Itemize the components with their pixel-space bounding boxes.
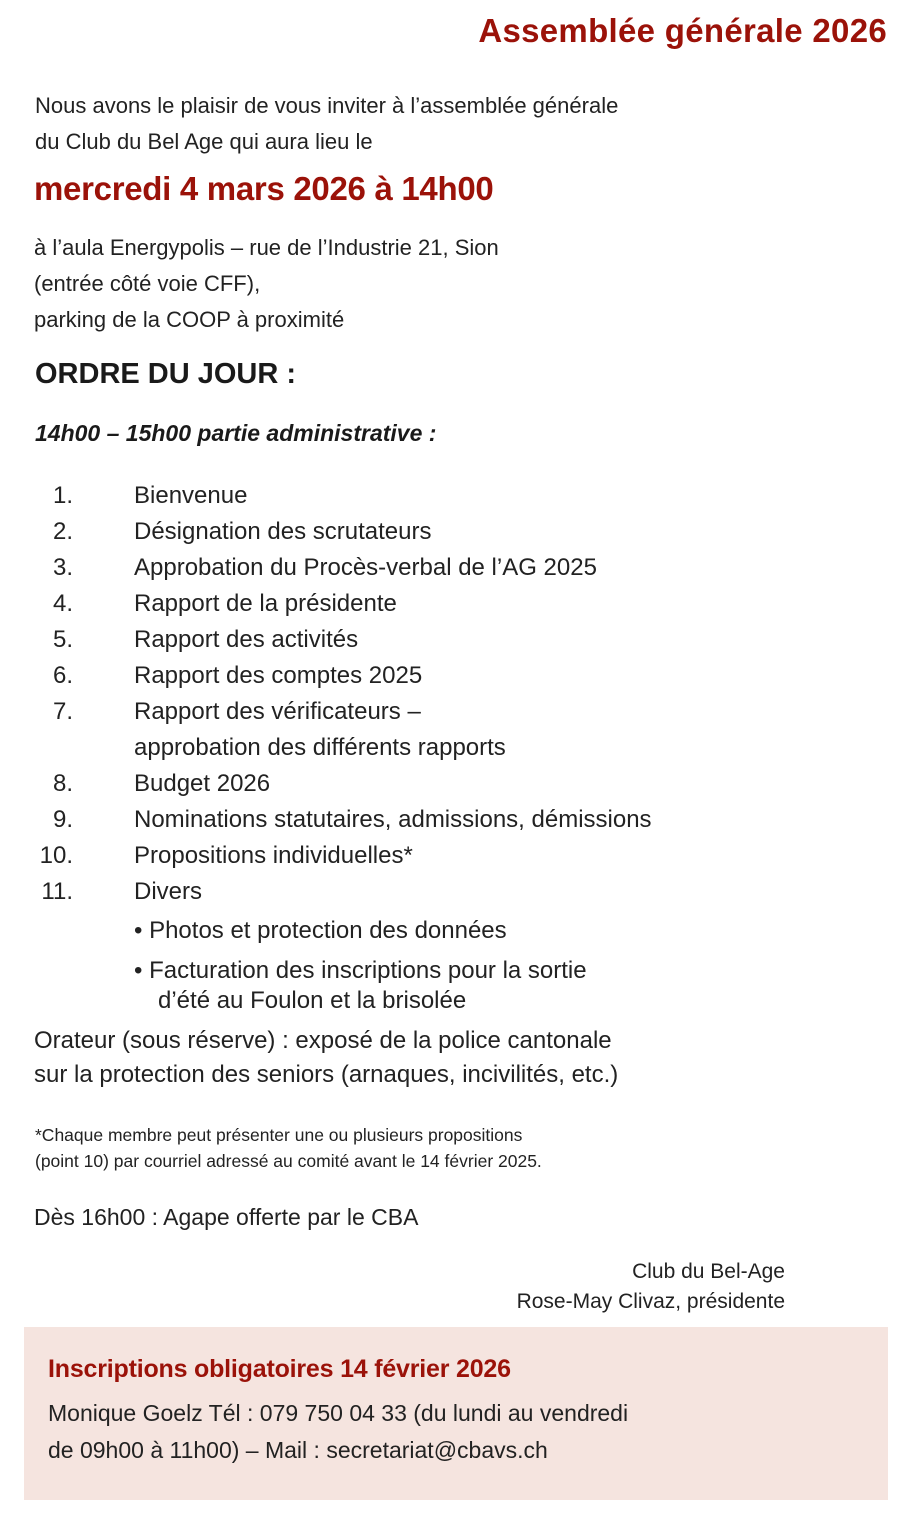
location-line: parking de la COOP à proximité xyxy=(34,307,345,332)
agenda-item-text: Rapport des comptes 2025 xyxy=(134,662,423,689)
agenda-item xyxy=(0,550,903,586)
agenda-list xyxy=(0,478,903,910)
agape-note: Dès 16h00 : Agape offerte par le CBA xyxy=(34,1204,419,1230)
agenda-item-number: 3. xyxy=(52,554,73,581)
agenda-item-number: 8. xyxy=(52,770,73,797)
footnote-line: *Chaque membre peut présenter une ou plusieurs propositions xyxy=(35,1125,523,1145)
agenda-heading: ORDRE DU JOUR : xyxy=(35,358,297,390)
agenda-item xyxy=(0,694,903,730)
signature-org: Club du Bel-Age xyxy=(632,1260,785,1283)
agenda-item xyxy=(0,838,903,874)
agenda-item xyxy=(0,802,903,838)
event-location xyxy=(34,230,499,338)
registration-contact: Monique Goelz Tél : 079 750 04 33 (du lundi au vendredi xyxy=(48,1400,629,1426)
intro-line: Nous avons le plaisir de vous inviter à l’assemblée générale xyxy=(35,93,619,118)
agenda-item-number: 9. xyxy=(52,806,73,833)
signature-name: Rose-May Clivaz, présidente xyxy=(516,1290,785,1313)
page-title: Assemblée générale 2026 xyxy=(478,12,887,49)
agenda-item xyxy=(0,586,903,622)
footnote xyxy=(35,1122,542,1174)
agenda-item-number: 10. xyxy=(39,842,73,869)
registration-contact: de 09h00 à 11h00) – Mail : secretariat@cbavs.ch xyxy=(48,1437,548,1463)
divers-bullet-continuation: d’été au Foulon et la brisolée xyxy=(158,987,467,1014)
agenda-item xyxy=(0,622,903,658)
agenda-item-text: Rapport des activités xyxy=(134,626,359,653)
agenda-item-text: Bienvenue xyxy=(134,482,248,509)
divers-bullet: • Facturation des inscriptions pour la sortie xyxy=(134,957,587,984)
divers-bullet: • Photos et protection des données xyxy=(134,917,507,944)
signature xyxy=(517,1257,785,1317)
agenda-item-number: 7. xyxy=(52,698,73,725)
agenda-item-number: 5. xyxy=(52,626,73,653)
agenda-item-number: 4. xyxy=(52,590,73,617)
agenda-item xyxy=(0,514,903,550)
agenda-session: 14h00 – 15h00 partie administrative : xyxy=(35,420,437,446)
intro-text xyxy=(35,88,618,160)
agenda-item xyxy=(0,766,903,802)
agenda-item xyxy=(0,874,903,910)
speaker-line: Orateur (sous réserve) : exposé de la police cantonale xyxy=(34,1027,612,1054)
agenda-item-text: Budget 2026 xyxy=(134,770,271,797)
agenda-item-text: Approbation du Procès-verbal de l’AG 2025 xyxy=(134,554,597,581)
agenda-item-text: approbation des différents rapports xyxy=(134,734,506,761)
event-date: mercredi 4 mars 2026 à 14h00 xyxy=(34,170,494,207)
footnote-line: (point 10) par courriel adressé au comité avant le 14 février 2025. xyxy=(35,1151,542,1171)
agenda-item-number: 11. xyxy=(41,878,73,905)
agenda-item-text: Divers xyxy=(134,878,203,905)
intro-line: du Club du Bel Age qui aura lieu le xyxy=(35,129,373,154)
agenda-item-number: 1. xyxy=(52,482,73,509)
agenda-item-number: 2. xyxy=(52,518,73,545)
speaker-note xyxy=(34,1024,618,1092)
agenda-item-text: Nominations statutaires, admissions, démissions xyxy=(134,806,652,833)
agenda-item xyxy=(0,478,903,514)
agenda-item-text: Rapport des vérificateurs – xyxy=(134,698,421,725)
location-line: à l’aula Energypolis – rue de l’Industrie 21, Sion xyxy=(34,235,499,260)
agenda-item-text: Propositions individuelles* xyxy=(134,842,413,869)
agenda-item-continuation xyxy=(0,730,903,766)
agenda-item-text: Rapport de la présidente xyxy=(134,590,397,617)
agenda-item-text: Désignation des scrutateurs xyxy=(134,518,432,545)
location-line: (entrée côté voie CFF), xyxy=(34,271,261,296)
speaker-line: sur la protection des seniors (arnaques, incivilités, etc.) xyxy=(34,1061,619,1088)
registration-title: Inscriptions obligatoires 14 février 2026 xyxy=(48,1355,511,1383)
agenda-item xyxy=(0,658,903,694)
agenda-item-number: 6. xyxy=(52,662,73,689)
